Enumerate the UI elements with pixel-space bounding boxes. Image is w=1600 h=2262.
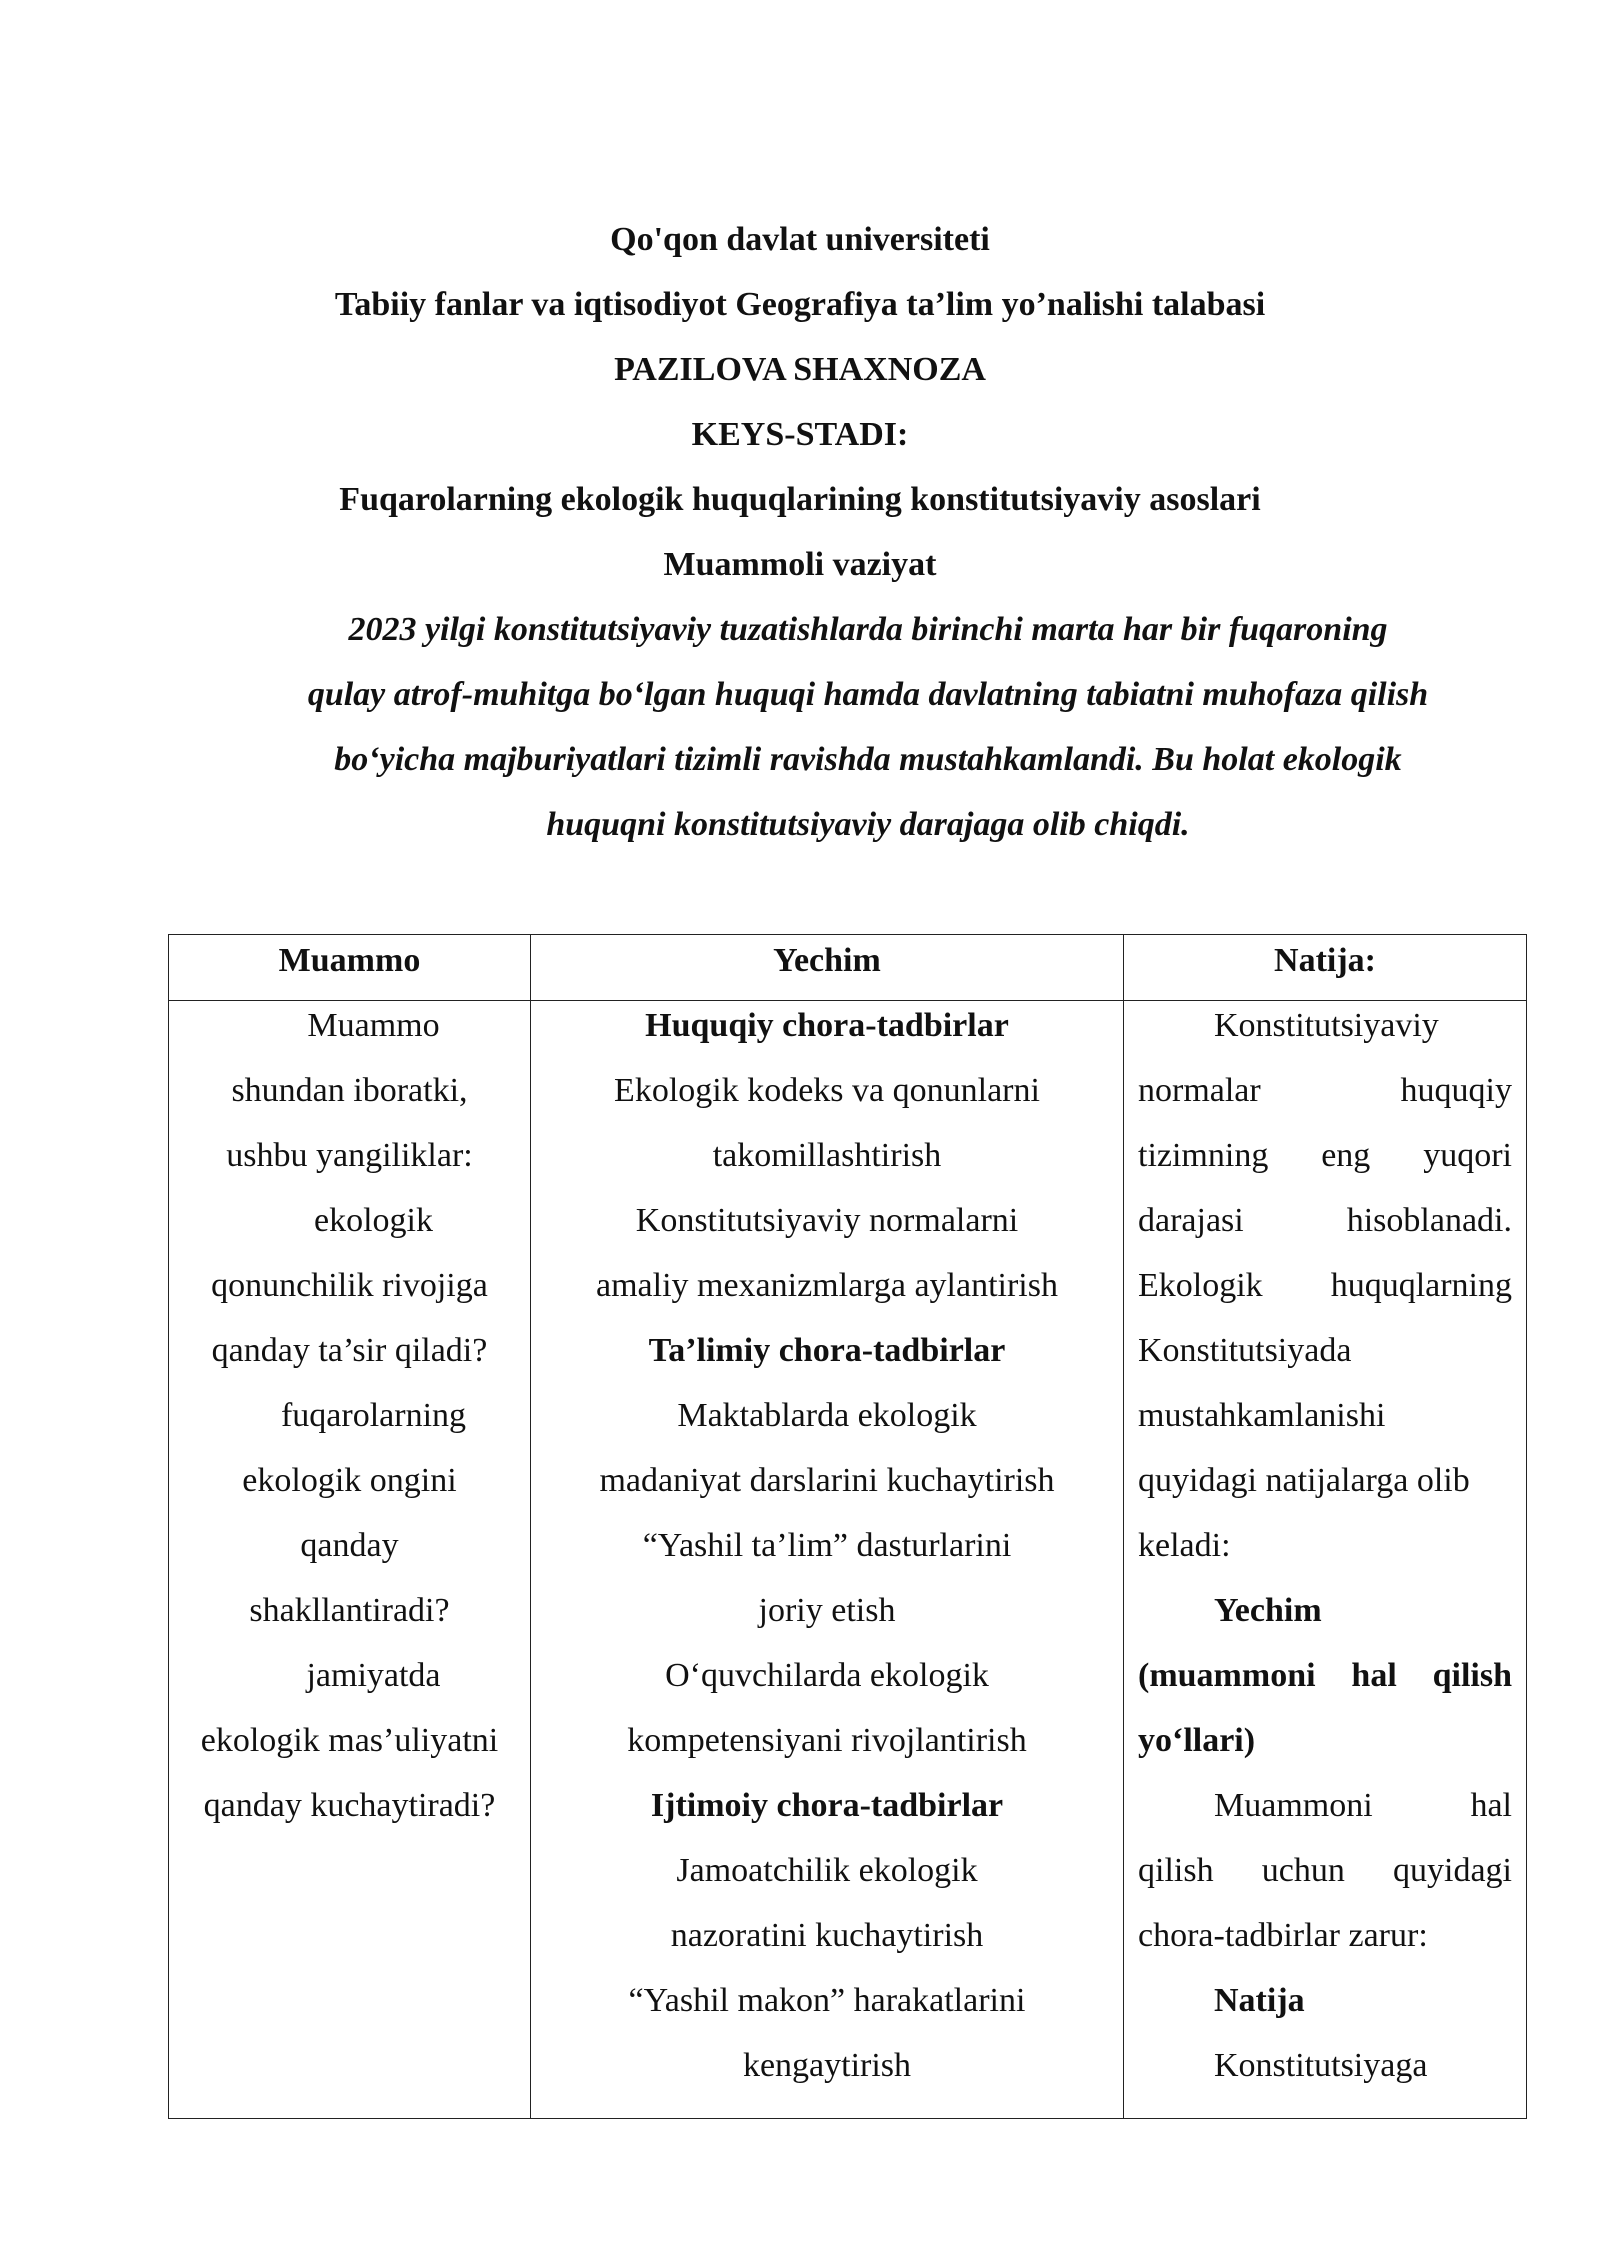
column-header-problem: Muammo: [169, 935, 531, 1001]
cell-line: Konstitutsiyada: [1138, 1332, 1352, 1369]
student-name: PAZILOVA SHAXNOZA: [614, 351, 986, 388]
intro-line: 2023 yilgi konstitutsiyaviy tuzatishlarda birinchi marta har bir fuqaroning: [348, 611, 1388, 648]
word: eng: [1321, 1137, 1371, 1174]
cell-line: [1124, 1263, 1526, 1328]
cell-line: qanday kuchaytiradi?: [203, 1787, 496, 1824]
table-header-row: [169, 935, 1527, 1001]
word: darajasi: [1138, 1202, 1244, 1239]
solution-cell: [531, 1001, 1124, 2119]
column-header-result: Natija:: [1124, 935, 1527, 1001]
solution-subheading: Ta’limiy chora-tadbirlar: [648, 1332, 1006, 1369]
topic-title: Fuqarolarning ekologik huquqlarining konstitutsiyaviy asoslari: [339, 481, 1261, 518]
cell-line: “Yashil makon” harakatlarini: [628, 1982, 1026, 2019]
word: uchun: [1261, 1852, 1345, 1889]
solution-subheading: Huquqiy chora-tadbirlar: [645, 1007, 1009, 1044]
cell-line: Konstitutsiyaga: [1214, 2047, 1428, 2084]
cell-line: kengaytirish: [742, 2047, 912, 2084]
cell-line: fuqarolarning: [280, 1397, 467, 1434]
faculty-line: Tabiiy fanlar va iqtisodiyot Geografiya ta’lim yo’nalishi talabasi: [334, 286, 1266, 323]
cell-line: keladi:: [1138, 1527, 1231, 1564]
word: hal: [1351, 1657, 1397, 1694]
cell-line: madaniyat darslarini kuchaytirish: [599, 1462, 1055, 1499]
word: qilish: [1432, 1657, 1512, 1694]
cell-line: mustahkamlanishi: [1138, 1397, 1386, 1434]
word: yuqori: [1423, 1137, 1512, 1174]
cell-line: ekologik mas’uliyatni: [200, 1722, 499, 1759]
cell-line: [1124, 1783, 1526, 1848]
cell-line: ekologik ongini: [242, 1462, 457, 1499]
result-subheading: Yechim: [1214, 1592, 1322, 1629]
word: huquqiy: [1400, 1072, 1512, 1109]
cell-line: kompetensiyani rivojlantirish: [627, 1722, 1027, 1759]
cell-line: takomillashtirish: [712, 1137, 942, 1174]
cell-line: nazoratini kuchaytirish: [670, 1917, 984, 1954]
cell-line: qanday: [300, 1527, 399, 1564]
cell-line: qonunchilik rivojiga: [211, 1267, 488, 1304]
cell-line: O‘quvchilarda ekologik: [665, 1657, 989, 1694]
intro-line: bo‘yicha majburiyatlari tizimli ravishda mustahkamlandi. Bu holat ekologik: [334, 741, 1402, 778]
intro-line: qulay atrof-muhitga bo‘lgan huquqi hamda davlatning tabiatni muhofaza qilish: [307, 676, 1429, 713]
problem-heading: Muammoli vaziyat: [663, 546, 937, 583]
cell-line: [1124, 1068, 1526, 1133]
cell-line: chora-tadbirlar zarur:: [1138, 1917, 1428, 1954]
cell-line: Jamoatchilik ekologik: [676, 1852, 978, 1889]
cell-line: “Yashil ta’lim” dasturlarini: [642, 1527, 1012, 1564]
result-cell: [1124, 1001, 1527, 2119]
word: tizimning: [1138, 1137, 1269, 1174]
cell-line: [1124, 1848, 1526, 1913]
cell-line: Ekologik kodeks va qonunlarni: [614, 1072, 1040, 1109]
cell-line: ekologik: [314, 1202, 433, 1239]
cell-line: Maktablarda ekologik: [677, 1397, 977, 1434]
cell-line: Konstitutsiyaviy: [1214, 1007, 1439, 1044]
cell-line: ushbu yangiliklar:: [226, 1137, 473, 1174]
problem-cell: [169, 1001, 531, 2119]
cell-line: qanday ta’sir qiladi?: [211, 1332, 488, 1369]
solution-subheading: Ijtimoiy chora-tadbirlar: [650, 1787, 1004, 1824]
word: Ekologik: [1138, 1267, 1263, 1304]
case-study-label: KEYS-STADI:: [691, 416, 909, 453]
word: hal: [1470, 1787, 1512, 1824]
cell-line: shakllantiradi?: [249, 1592, 450, 1629]
intro-line: huquqni konstitutsiyaviy darajaga olib chiqdi.: [546, 806, 1190, 843]
cell-line: jamiyatda: [306, 1657, 441, 1694]
word: Muammoni: [1214, 1787, 1373, 1824]
word: quyidagi: [1393, 1852, 1512, 1889]
result-subheading: Natija: [1214, 1982, 1305, 2019]
cell-line: joriy etish: [758, 1592, 896, 1629]
cell-line: [1124, 1653, 1526, 1718]
cell-line: Muammo: [307, 1007, 440, 1044]
word: qilish: [1138, 1852, 1214, 1889]
word: huquqlarning: [1330, 1267, 1512, 1304]
university-title: Qo'qon davlat universiteti: [610, 221, 990, 258]
table-row: [169, 1001, 1527, 2119]
cell-line: shundan iboratki,: [231, 1072, 468, 1109]
word: (muammoni: [1138, 1657, 1316, 1694]
cell-line: Konstitutsiyaviy normalarni: [635, 1202, 1019, 1239]
cell-line: quyidagi natijalarga olib: [1138, 1462, 1470, 1499]
cell-line: amaliy mexanizmlarga aylantirish: [596, 1267, 1058, 1304]
cell-line: yo‘llari): [1138, 1722, 1256, 1759]
cell-line: [1124, 1133, 1526, 1198]
case-table: [168, 934, 1527, 2119]
cell-line: [1124, 1198, 1526, 1263]
word: normalar: [1138, 1072, 1261, 1109]
column-header-solution: Yechim: [531, 935, 1124, 1001]
word: hisoblanadi.: [1346, 1202, 1512, 1239]
